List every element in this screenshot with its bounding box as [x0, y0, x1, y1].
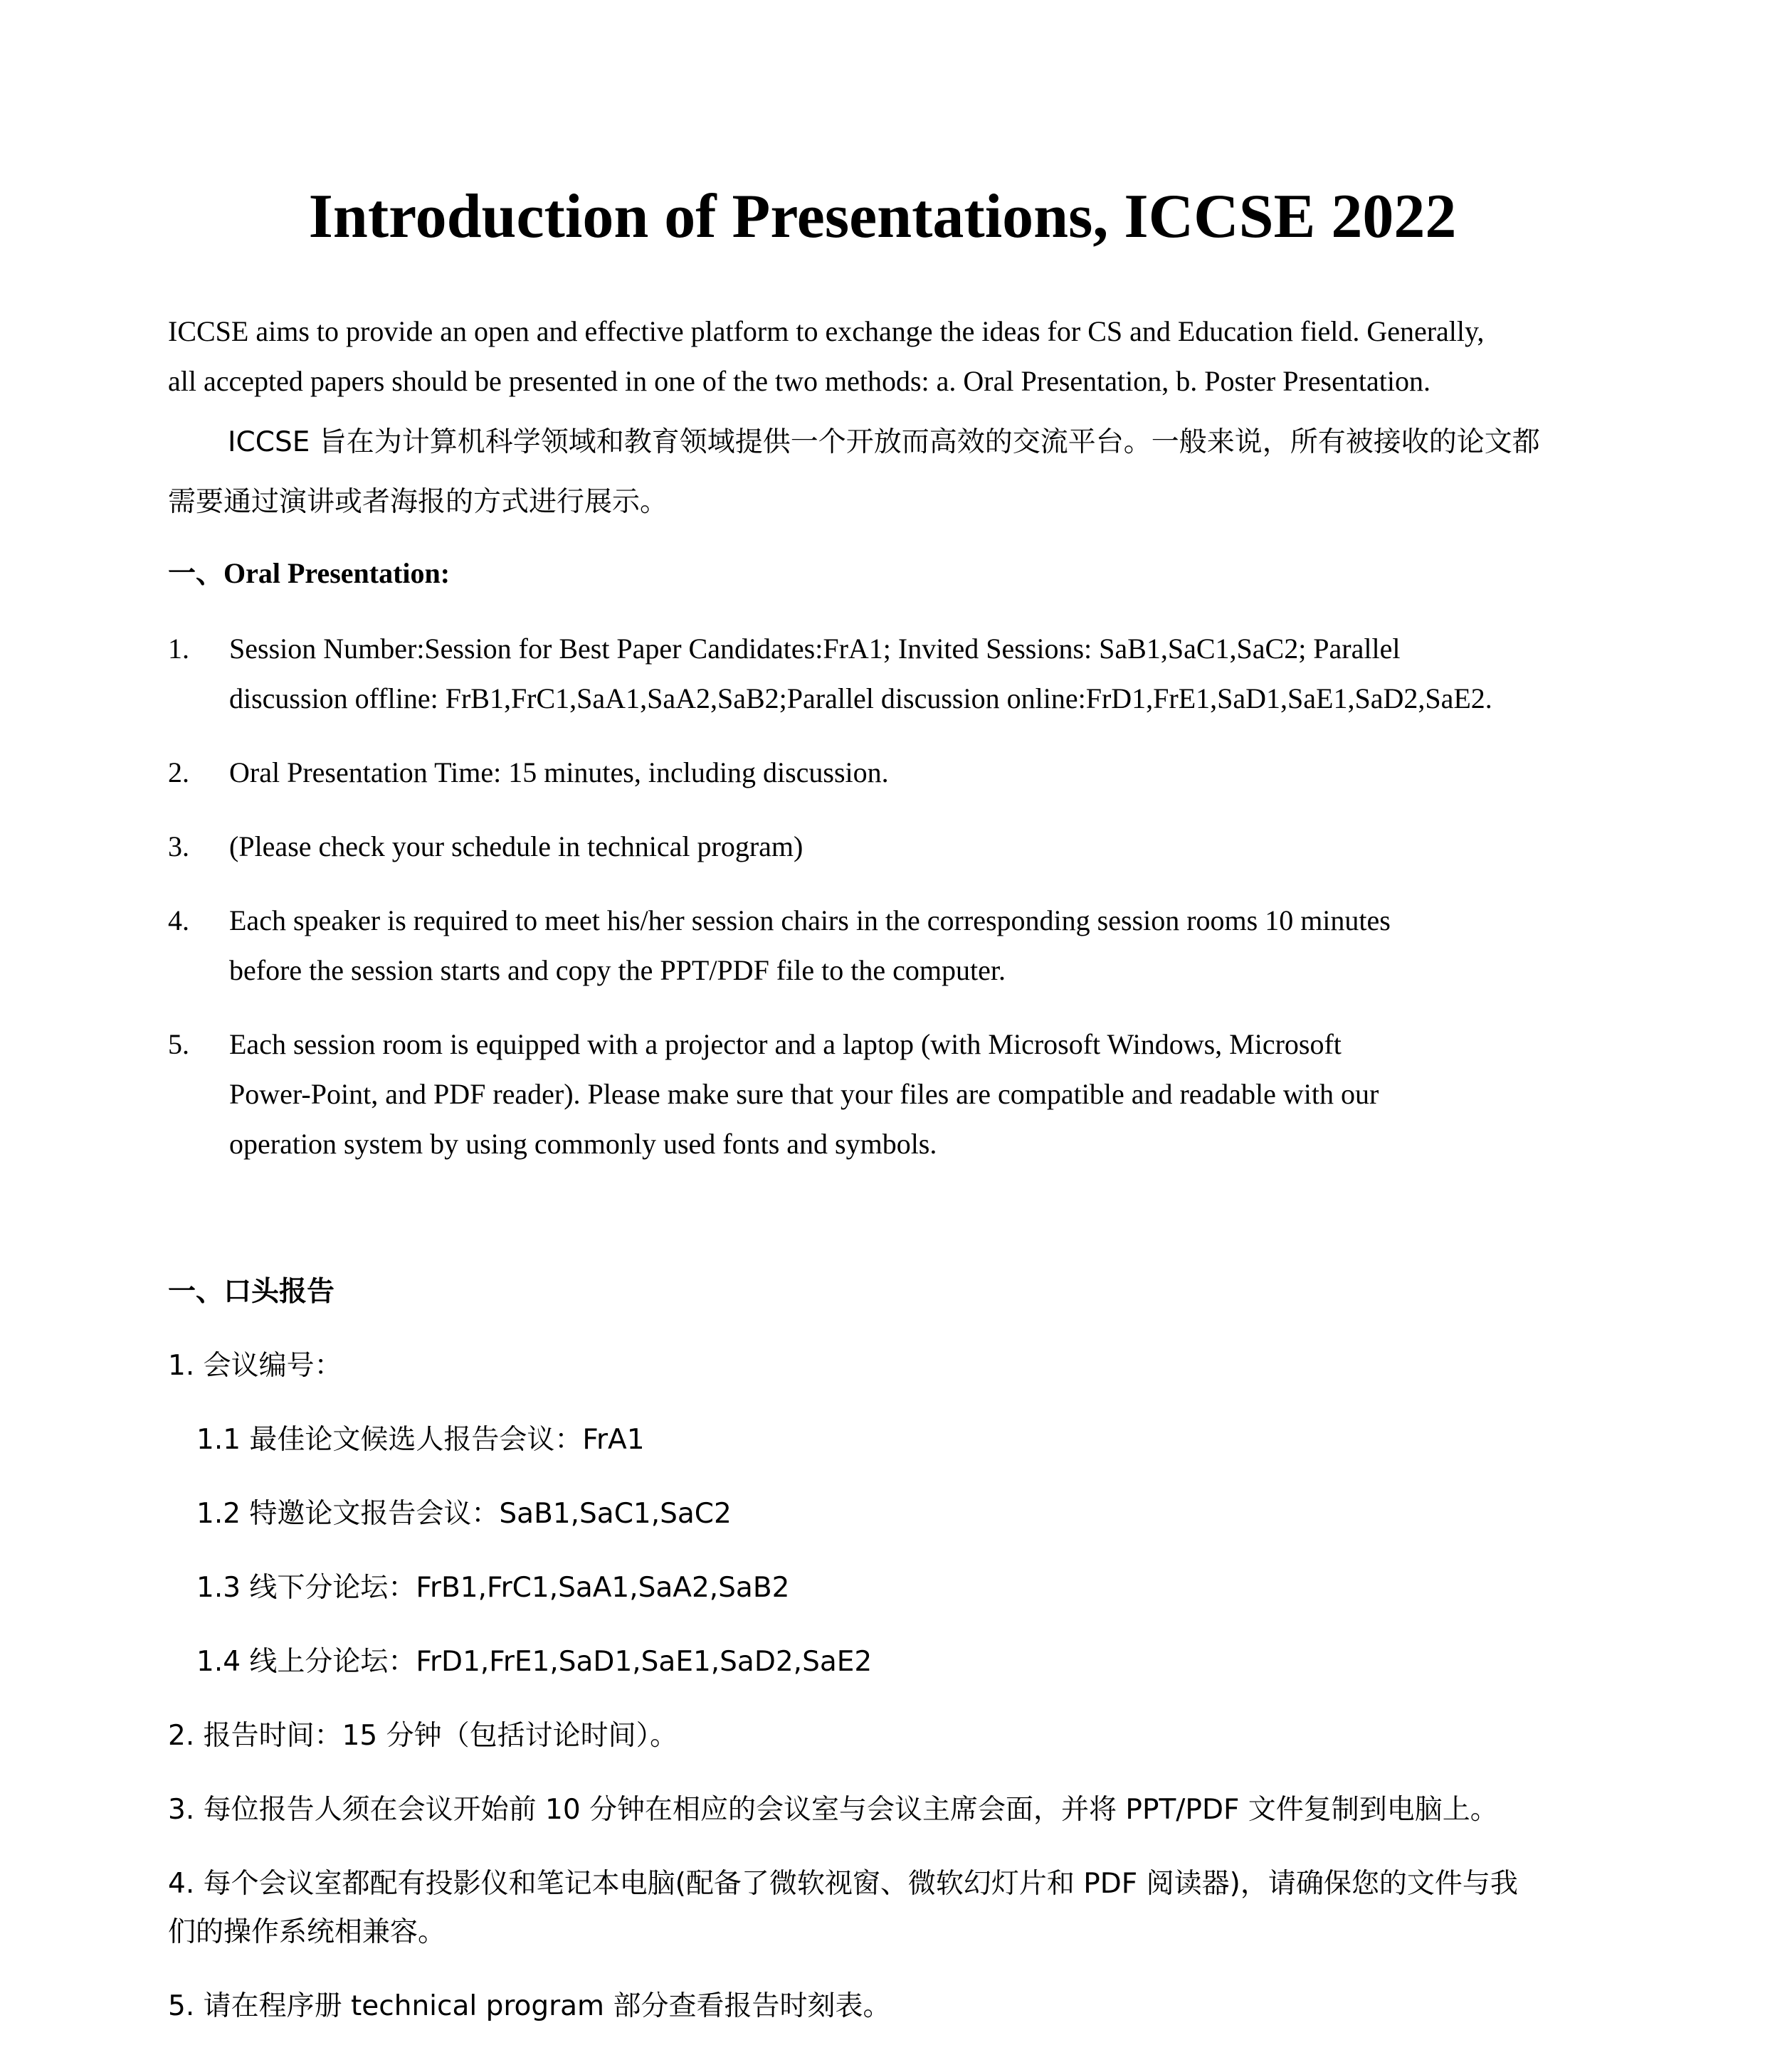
oral-en-item-number: 2. — [168, 756, 189, 788]
oral-en-item-4-line-2: before the session starts and copy the PPT/PDF file to the computer. — [229, 954, 1006, 986]
oral-zh-item-2: 2. 报告时间：15 分钟（包括讨论时间）。 — [168, 1720, 678, 1752]
oral-zh-heading: 一、口头报告 — [168, 1276, 335, 1308]
oral-en-item-5-line-2: Power-Point, and PDF reader). Please make sure that your files are compatible and readable with our — [229, 1078, 1379, 1110]
oral-en-item-4-line-1: Each speaker is required to meet his/her session chairs in the corresponding session rooms 10 minutes — [229, 904, 1391, 936]
oral-en-item-number: 1. — [168, 633, 189, 665]
oral-en-item-1-line-1: Session Number:Session for Best Paper Candidates:FrA1; Invited Sessions: SaB1,SaC1,SaC2; Parallel — [229, 633, 1401, 665]
oral-en-item-number: 4. — [168, 904, 189, 936]
intro-en-line-2: all accepted papers should be presented in one of the two methods: a. Oral Presentation, b. Poster Presentation. — [168, 365, 1431, 397]
oral-en-item-2-line-1: Oral Presentation Time: 15 minutes, including discussion. — [229, 756, 889, 788]
oral-en-heading — [168, 554, 450, 594]
intro-zh-line-1: ICCSE 旨在为计算机科学领域和教育领域提供一个开放而高效的交流平台。一般来说，所有被接收的论文都 — [228, 426, 1540, 458]
intro-zh-line-2: 需要通过演讲或者海报的方式进行展示。 — [168, 486, 668, 518]
oral-en-heading-text: Oral Presentation: — [223, 557, 451, 589]
oral-en-item-number: 5. — [168, 1028, 189, 1060]
oral-en-heading-prefix: 一、 — [168, 558, 224, 590]
oral-zh-item-1: 1. 会议编号： — [168, 1350, 342, 1382]
oral-en-item-5-line-3: operation system by using commonly used fonts and symbols. — [229, 1128, 937, 1160]
oral-zh-item-4-line-2: 们的操作系统相兼容。 — [168, 1916, 446, 1948]
oral-zh-sub-2: 1.2 特邀论文报告会议：SaB1,SaC1,SaC2 — [196, 1498, 732, 1530]
oral-zh-sub-3: 1.3 线下分论坛：FrB1,FrC1,SaA1,SaA2,SaB2 — [196, 1572, 790, 1604]
oral-zh-item-5: 5. 请在程序册 technical program 部分查看报告时刻表。 — [168, 1990, 891, 2022]
oral-en-item-3-line-1: (Please check your schedule in technical program) — [229, 830, 804, 862]
oral-zh-item-4-line-1: 4. 每个会议室都配有投影仪和笔记本电脑(配备了微软视窗、微软幻灯片和 PDF 阅读器)，请确保您的文件与我 — [168, 1868, 1518, 1900]
oral-zh-item-3: 3. 每位报告人须在会议开始前 10 分钟在相应的会议室与会议主席会面，并将 PPT/PDF 文件复制到电脑上。 — [168, 1794, 1498, 1826]
intro-en-line-1: ICCSE aims to provide an open and effective platform to exchange the ideas for CS and Education field. Generally, — [168, 315, 1485, 347]
page-title: Introduction of Presentations, ICCSE 2022 — [308, 182, 1457, 251]
oral-en-item-5-line-1: Each session room is equipped with a projector and a laptop (with Microsoft Windows, Microsoft — [229, 1028, 1342, 1060]
oral-zh-sub-1: 1.1 最佳论文候选人报告会议：FrA1 — [196, 1424, 645, 1456]
oral-en-item-1-line-2: discussion offline: FrB1,FrC1,SaA1,SaA2,SaB2;Parallel discussion online:FrD1,FrE1,SaD1,SaE1,SaD2,SaE2. — [229, 682, 1492, 714]
oral-en-item-number: 3. — [168, 830, 189, 862]
oral-zh-sub-4: 1.4 线上分论坛：FrD1,FrE1,SaD1,SaE1,SaD2,SaE2 — [196, 1646, 873, 1678]
